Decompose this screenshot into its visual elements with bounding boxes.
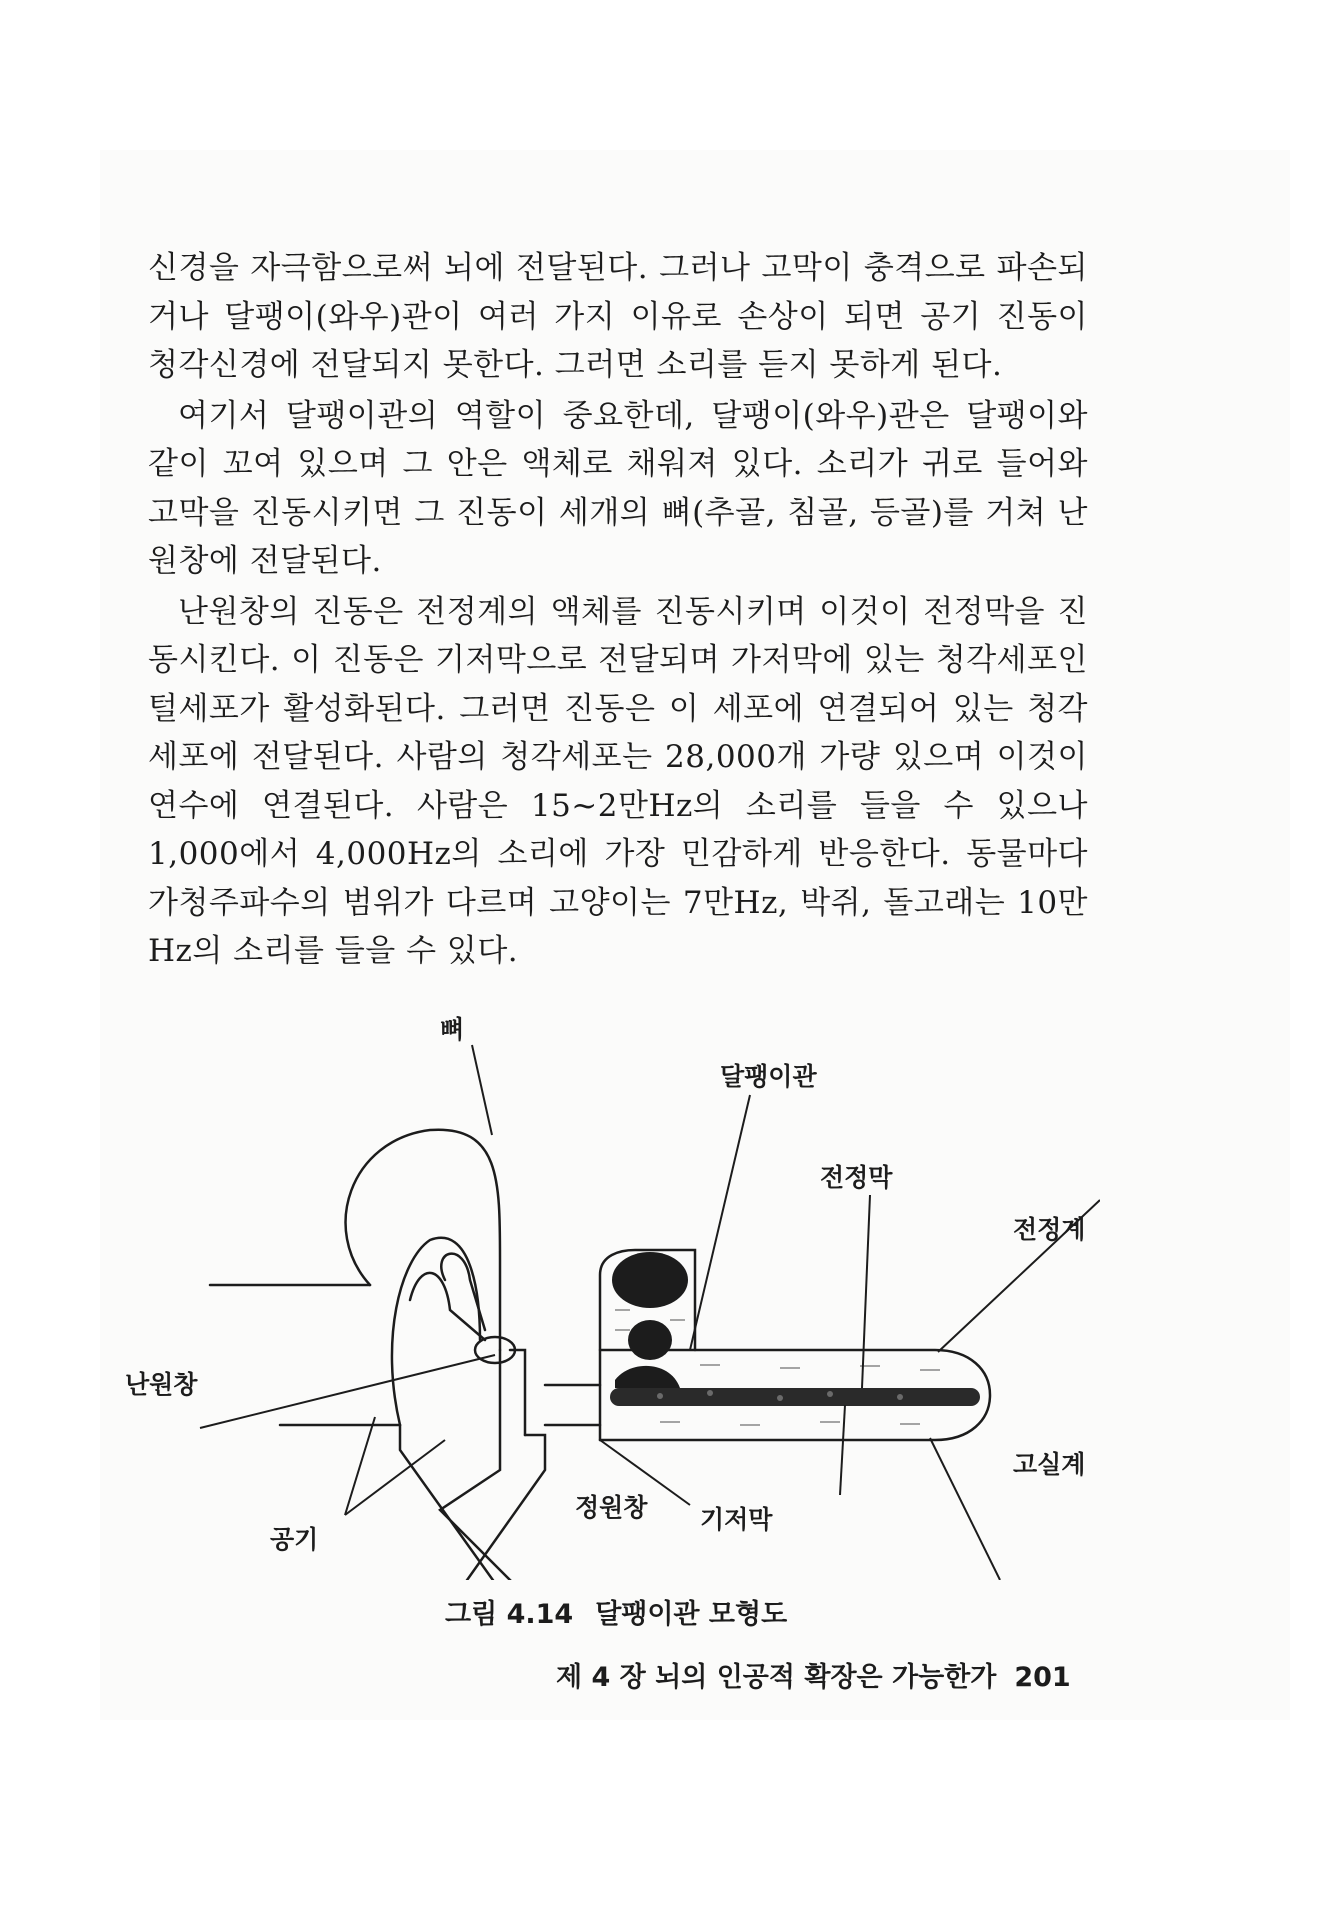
page-footer [556,1655,1071,1694]
chapter-title: 제 4 장 뇌의 인공적 확장은 가능한가 [556,1662,997,1693]
body-text [148,244,1088,978]
label-basilar-membrane: 기저막 [700,1505,773,1534]
label-round-window: 정원창 [575,1493,648,1522]
caption-number: 그림 4.14 [445,1599,574,1630]
figure-caption [445,1592,787,1631]
label-air: 공기 [270,1525,319,1554]
label-scala-tympani: 고실계 [1013,1450,1086,1479]
label-cochlea: 달팽이관 [720,1062,817,1091]
paragraph-1: 신경을 자극함으로써 뇌에 전달된다. 그러나 고막이 충격으로 파손되거나 달팽이(와우)관이 여러 가지 이유로 손상이 되면 공기 진동이 청각신경에 전달되지 못한다. 그러면 소리를 듣지 못하게 된다. [148,250,1088,383]
label-bone: 뼈 [440,1015,465,1044]
page-number: 201 [1014,1662,1071,1693]
label-oval-window: 난원창 [125,1370,198,1399]
label-scala-vestibuli: 전정계 [1013,1215,1086,1244]
caption-title: 달팽이관 모형도 [595,1599,788,1630]
paragraph-3: 난원창의 진동은 전정계의 액체를 진동시키며 이것이 전정막을 진동시킨다. 이 진동은 기저막으로 전달되며 가저막에 있는 청각세포인 털세포가 활성화된다. 그러면 진동은 이 세포에 연결되어 있는 청각세포에 전달된다. 사람의 청각세포는 28,000개 가량 있으며 이것이 연수에 연결된다. 사람은 15~2만Hz의 소리를 들을 수 있으나 1,000에서 4,000Hz의 소리에 가장 민감하게 반응한다. 동물마다 가청주파수의 범위가 다르며 고양이는 7만Hz, 박쥐, 돌고래는 10만Hz의 소리를 들을 수 있다. [148,593,1088,969]
paragraph-2: 여기서 달팽이관의 역할이 중요한데, 달팽이(와우)관은 달팽이와 같이 꼬여 있으며 그 안은 액체로 채워져 있다. 소리가 귀로 들어와 고막을 진동시키면 그 진동이 세개의 뼈(추골, 침골, 등골)를 거쳐 난원창에 전달된다. [148,397,1088,579]
label-vestibular-membrane: 전정막 [820,1163,893,1192]
